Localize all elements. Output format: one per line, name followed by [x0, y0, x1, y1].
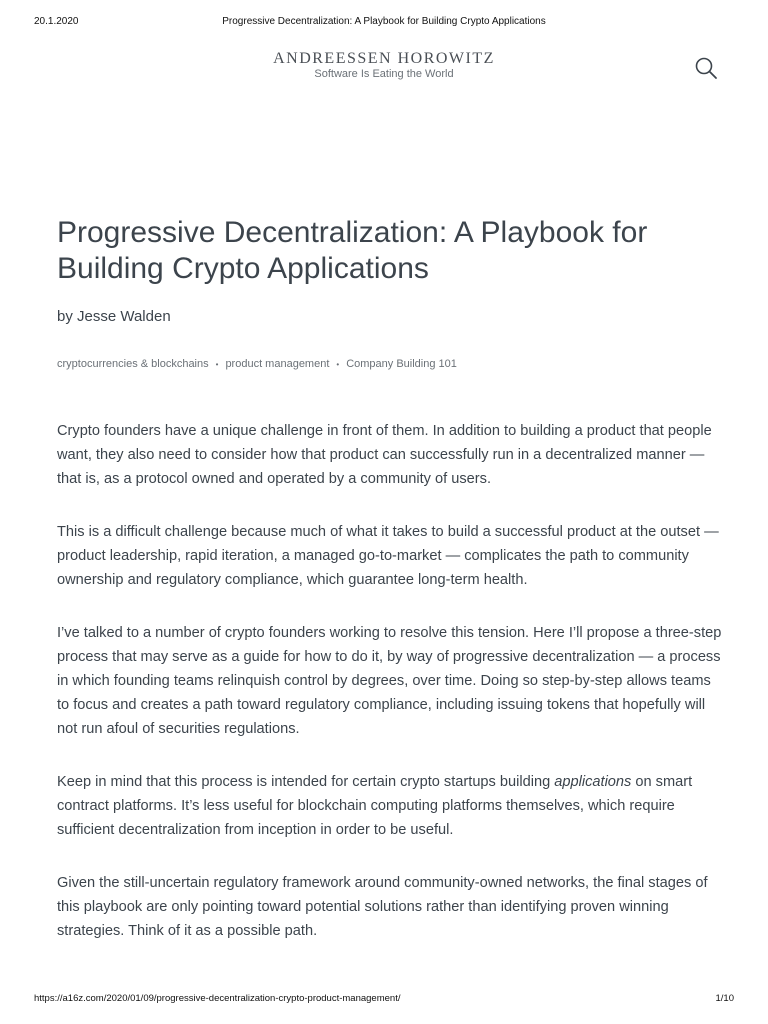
print-date: 20.1.2020	[34, 16, 79, 27]
article-tags	[57, 358, 457, 370]
brand-logo[interactable]: ANDREESSEN HOROWITZ	[273, 50, 495, 67]
print-url: https://a16z.com/2020/01/09/progressive-decentralization-crypto-product-management/	[34, 993, 401, 1004]
paragraph-text: on smart contract platforms. It’s less useful for blockchain computing platforms themselves, which require sufficient decentralization from inception in order to be useful.	[57, 774, 693, 838]
article-paragraph: I’ve talked to a number of crypto founders working to resolve this tension. Here I’ll propose a three-step process that may serve as a guide for how to do it, by way of progressive decentralization — a process in which founding teams relinquish control by degrees, over time. Doing so step-by-step allows teams to focus and creates a path toward regulatory compliance, including issuing tokens that hopefully will not run afoul of securities regulations.	[57, 625, 722, 737]
article-title: Progressive Decentralization: A Playbook for Building Crypto Applications	[57, 216, 648, 285]
print-footer	[0, 993, 768, 1007]
search-icon	[694, 56, 718, 80]
tag-product-management[interactable]: product management	[225, 358, 330, 370]
tag-separator: •	[215, 359, 219, 369]
article-paragraph	[57, 770, 727, 842]
paragraph-text: Keep in mind that this process is intended for certain crypto startups building	[57, 774, 555, 790]
article-paragraph: Crypto founders have a unique challenge in front of them. In addition to building a product that people want, they also need to consider how that product can successfully run in a decentralized manner — that is, as a protocol owned and operated by a community of users.	[57, 423, 712, 487]
search-button[interactable]	[694, 56, 718, 80]
article-byline: by Jesse Walden	[57, 308, 171, 325]
print-header	[0, 16, 768, 30]
article-paragraph: Given the still-uncertain regulatory framework around community-owned networks, the final stages of this playbook are only pointing toward potential solutions rather than identifying proven winning strategies. Think of it as a possible path.	[57, 875, 708, 939]
site-header	[0, 50, 768, 90]
tag-company-building-101[interactable]: Company Building 101	[346, 358, 457, 370]
print-page-number: 1/10	[715, 993, 734, 1004]
tag-cryptocurrencies-blockchains[interactable]: cryptocurrencies & blockchains	[57, 358, 209, 370]
article-body	[57, 419, 727, 972]
print-document-title: Progressive Decentralization: A Playbook for Building Crypto Applications	[222, 16, 546, 27]
article-paragraph: This is a difficult challenge because much of what it takes to build a successful product at the outset — product leadership, rapid iteration, a managed go-to-market — complicates the path to community ownership and regulatory compliance, which guarantee long-term health.	[57, 524, 719, 588]
tag-separator: •	[336, 359, 340, 369]
site-tagline: Software Is Eating the World	[314, 68, 454, 80]
emphasis-text: applications	[554, 774, 632, 790]
